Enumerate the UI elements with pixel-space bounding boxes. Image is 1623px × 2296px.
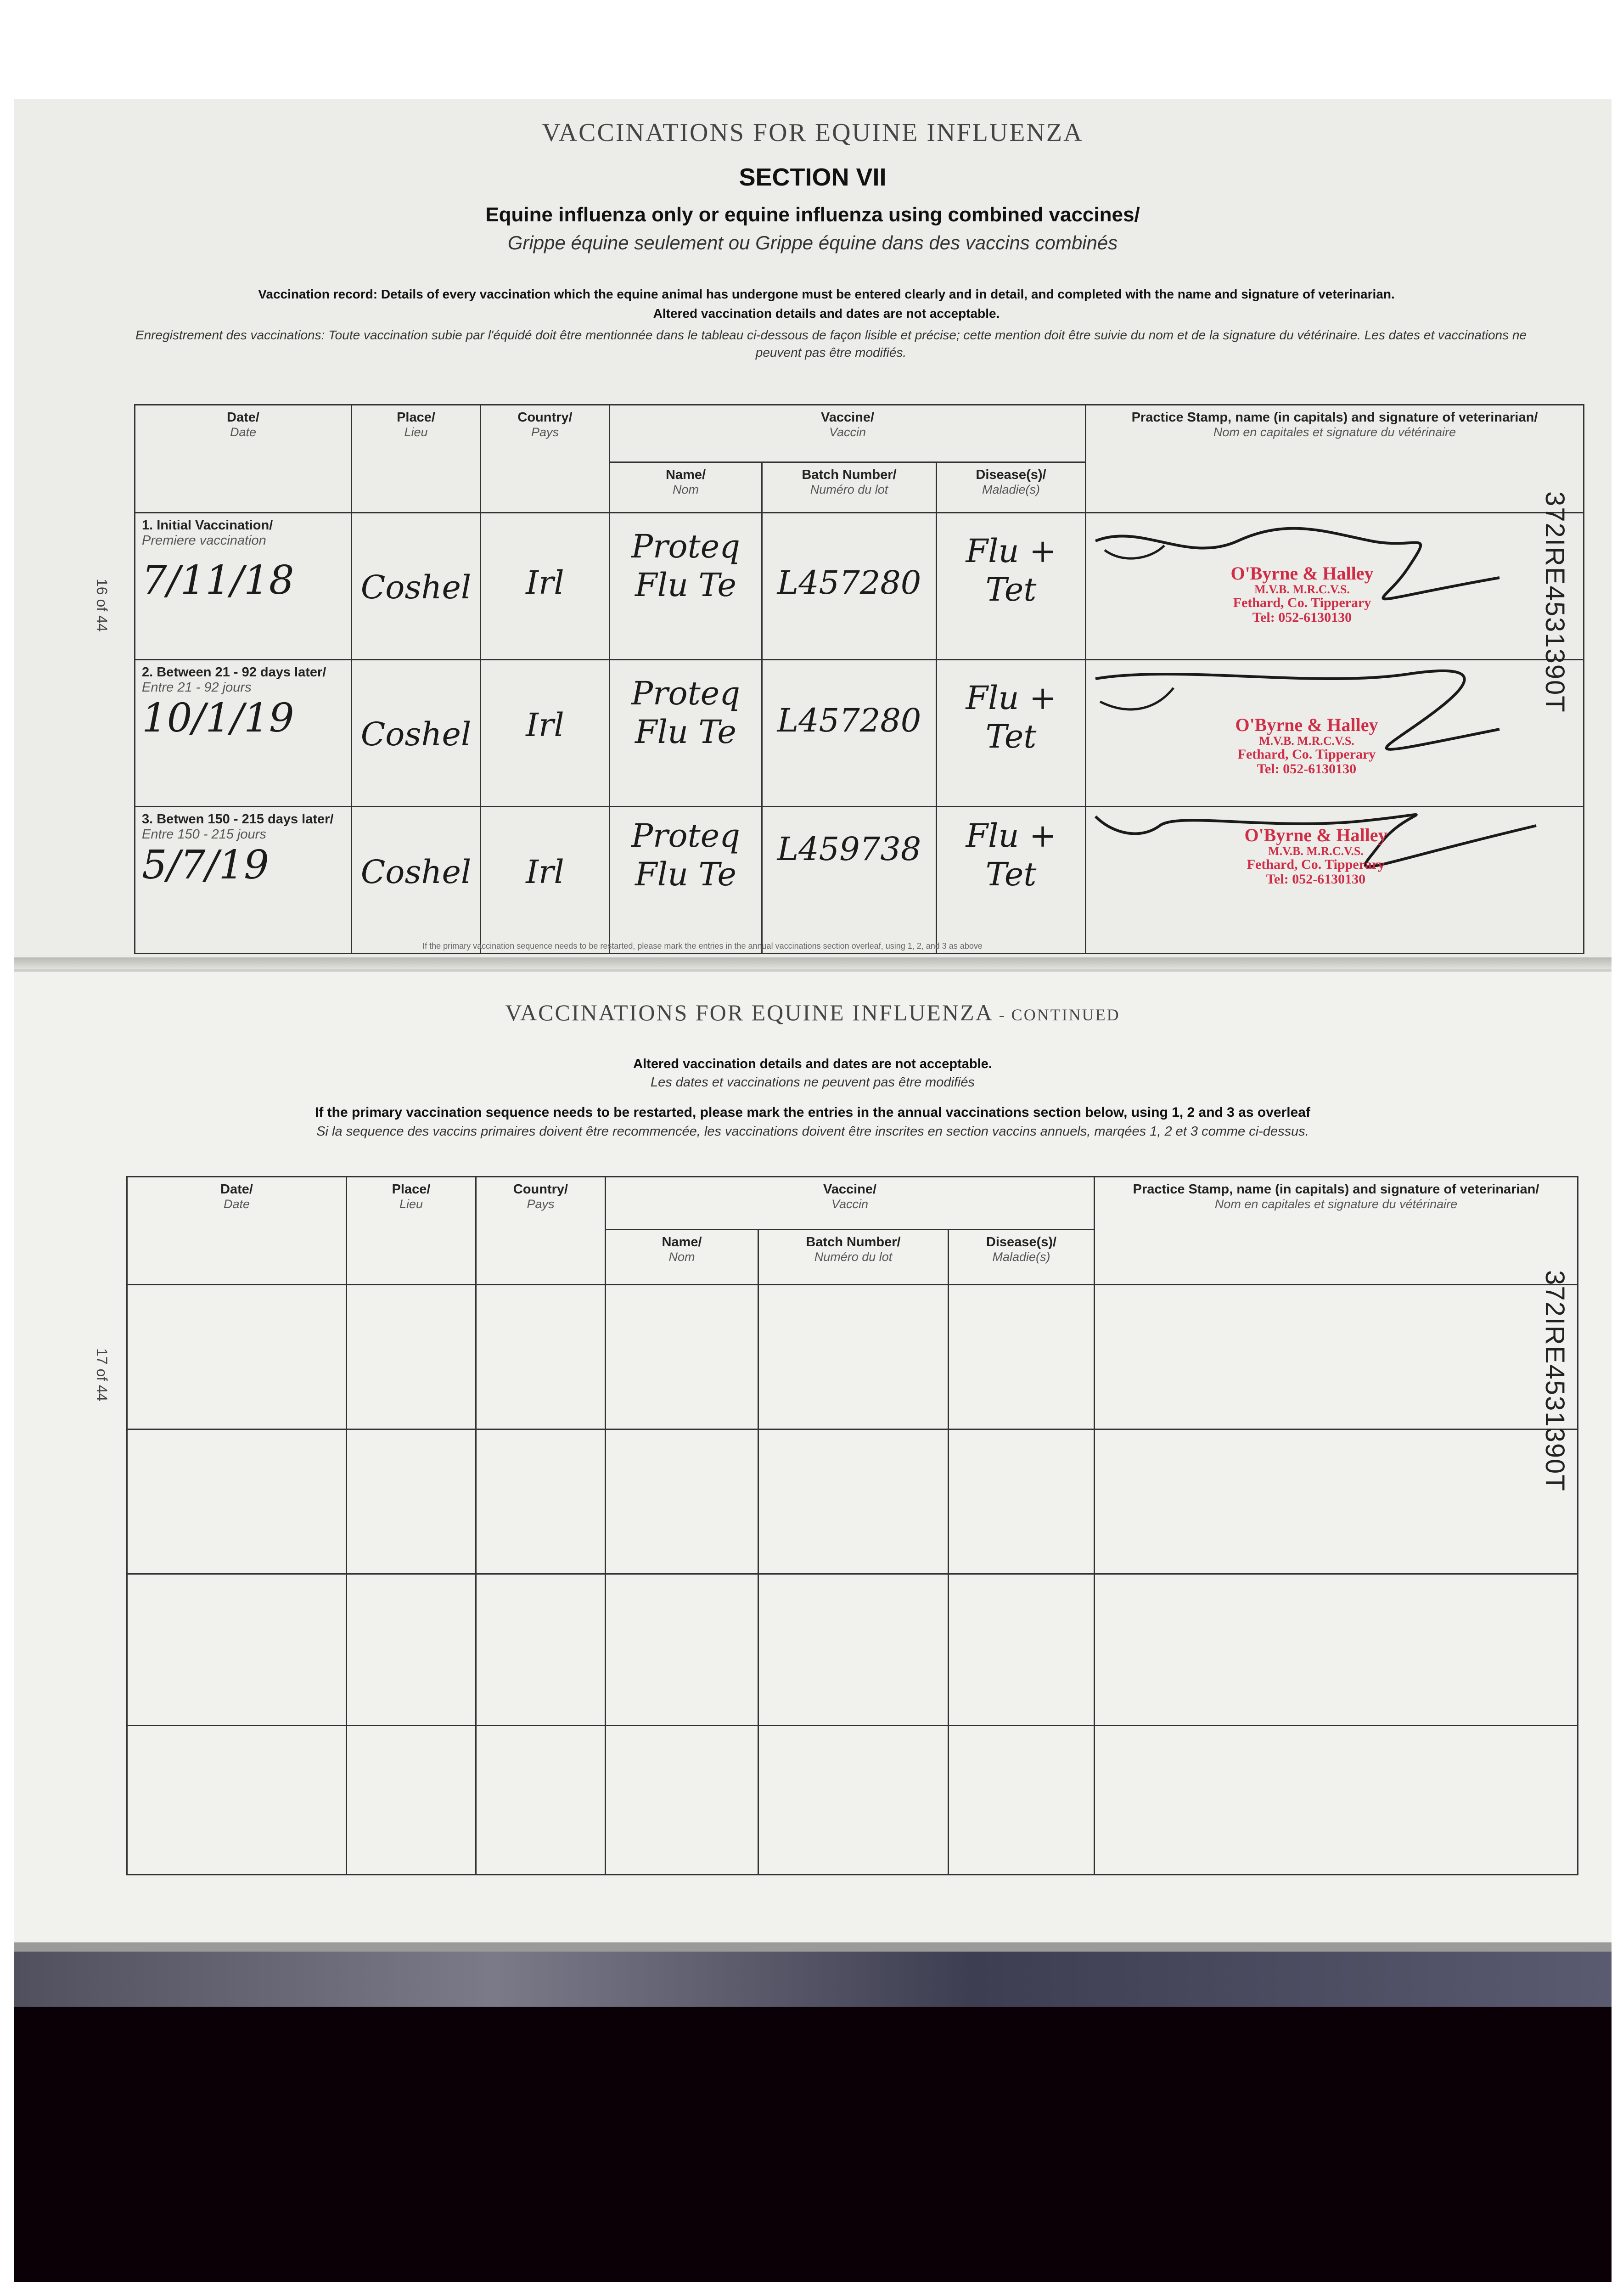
section-number: SECTION VII [739, 163, 887, 191]
table-row [127, 1726, 1578, 1875]
vaccination-table-continued [126, 1176, 1578, 1875]
header-date: Date/ Date [127, 1177, 347, 1285]
row-date-cell: 1. Initial Vaccination/ Premiere vaccination 7/11/18 [135, 513, 352, 660]
table-row [135, 513, 1584, 660]
section-title: VACCINATIONS FOR EQUINE INFLUENZA [542, 118, 1084, 147]
header-country: Country/ Pays [481, 405, 610, 513]
header-name: Name/ Nom [606, 1230, 758, 1285]
header-batch: Batch Number/ Numéro du lot [758, 1230, 949, 1285]
side-identifier: 372IRE4531390T [1540, 491, 1570, 713]
header-disease: Disease(s)/ Maladie(s) [949, 1230, 1095, 1285]
handwritten-date: 10/1/19 [142, 695, 294, 741]
restart-text-fr: Si la sequence des vaccins primaires doivent être recommencée, les vaccinations doivent être inscrites en section vaccins annuels, marqées 1, 2 et 3 comme ci-dessus. [316, 1124, 1309, 1139]
vaccine-name-cell: Proteq Flu Te [610, 513, 762, 660]
side-identifier: 372IRE4531390T [1540, 1270, 1570, 1492]
page-16 [14, 99, 1612, 957]
cover-edge [14, 1952, 1612, 2007]
row-date-cell: 2. Between 21 - 92 days later/ Entre 21 - 92 jours 10/1/19 [135, 660, 352, 807]
header-stamp: Practice Stamp, name (in capitals) and signature of veterinarian/ Nom en capitales et signature du vétérinaire [1086, 405, 1584, 513]
header-stamp: Practice Stamp, name (in capitals) and signature of veterinarian/ Nom en capitales et signature du vétérinaire [1095, 1177, 1578, 1285]
disease-cell: Flu + Tet [937, 513, 1086, 660]
record-text-en: Vaccination record: Details of every vaccination which the equine animal has undergone must be entered clearly and in detail, and completed with the name and signature of veterinarian. [258, 287, 1395, 301]
place-cell: Coshel [352, 513, 481, 660]
footer-note: If the primary vaccination sequence needs to be restarted, please mark the entries in the annual vaccinations section overleaf, using 1, 2, and 3 as above [422, 941, 983, 951]
handwritten-date: 7/11/18 [142, 557, 294, 603]
country-cell: Irl [481, 807, 610, 954]
vaccine-name-cell: Proteq Flu Te [610, 660, 762, 807]
continued-title: VACCINATIONS FOR EQUINE INFLUENZA - CONTINUED [505, 1000, 1120, 1025]
header-vaccine: Vaccine/ Vaccin [606, 1177, 1095, 1230]
page-number-16: 16 of 44 [94, 579, 110, 632]
altered-text-fr: Les dates et vaccinations ne peuvent pas être modifiés [650, 1075, 975, 1090]
stamp-cell [1086, 513, 1584, 660]
subtitle-en: Equine influenza only or equine influenza using combined vaccines/ [485, 203, 1140, 226]
country-cell: Irl [481, 513, 610, 660]
header-date: Date/ Date [135, 405, 352, 513]
record-text-fr: Enregistrement des vaccinations: Toute vaccination subie par l'équidé doit être mentionnée dans le tableau ci-dessous de façon lisible et précise; cette mention doit être suivie du nom et de la signature du vétérinaire. Les dates et vaccinations ne peuvent pas être modifiés. [135, 328, 1527, 360]
stamp-cell [1086, 807, 1584, 954]
disease-cell: Flu + Tet [937, 807, 1086, 954]
restart-text-en: If the primary vaccination sequence needs to be restarted, please mark the entries in the annual vaccinations section below, using 1, 2 and 3 as overleaf [315, 1105, 1310, 1120]
header-place: Place/ Lieu [352, 405, 481, 513]
header-place: Place/ Lieu [347, 1177, 476, 1285]
page-edge [14, 1942, 1612, 1953]
table-row [127, 1285, 1578, 1429]
altered-text-en: Altered vaccination details and dates are not acceptable. [633, 1057, 992, 1071]
table-row [127, 1429, 1578, 1574]
disease-cell: Flu + Tet [937, 660, 1086, 807]
altered-text: Altered vaccination details and dates are not acceptable. [653, 306, 1000, 321]
table-row [127, 1574, 1578, 1726]
place-cell: Coshel [352, 807, 481, 954]
header-disease: Disease(s)/ Maladie(s) [937, 462, 1086, 513]
handwritten-date: 5/7/19 [142, 842, 269, 888]
header-batch: Batch Number/ Numéro du lot [762, 462, 937, 513]
batch-cell: L457280 [762, 513, 937, 660]
stamp-cell [1086, 660, 1584, 807]
header-vaccine: Vaccine/ Vaccin [610, 405, 1086, 462]
batch-cell: L457280 [762, 660, 937, 807]
table-row [135, 660, 1584, 807]
header-name: Name/ Nom [610, 462, 762, 513]
practice-stamp: O'Byrne & Halley M.V.B. M.R.C.V.S. Fethard, Co. Tipperary Tel: 052-6130130 [1235, 715, 1378, 777]
page-17 [14, 969, 1612, 1950]
subtitle-fr: Grippe équine seulement ou Grippe équine dans des vaccins combinés [507, 232, 1118, 253]
page-number-17: 17 of 44 [94, 1348, 110, 1401]
place-cell: Coshel [352, 660, 481, 807]
header-country: Country/ Pays [476, 1177, 606, 1285]
practice-stamp: O'Byrne & Halley M.V.B. M.R.C.V.S. Fethard, Co. Tipperary Tel: 052-6130130 [1230, 563, 1374, 625]
row-date-cell: 3. Betwen 150 - 215 days later/ Entre 150 - 215 jours 5/7/19 [135, 807, 352, 954]
practice-stamp: O'Byrne & Halley M.V.B. M.R.C.V.S. Fethard, Co. Tipperary Tel: 052-6130130 [1244, 825, 1387, 887]
table-row [135, 807, 1584, 954]
country-cell: Irl [481, 660, 610, 807]
batch-cell: L459738 [762, 807, 937, 954]
vaccine-name-cell: Proteq Flu Te [610, 807, 762, 954]
vaccination-table-primary [134, 404, 1584, 954]
